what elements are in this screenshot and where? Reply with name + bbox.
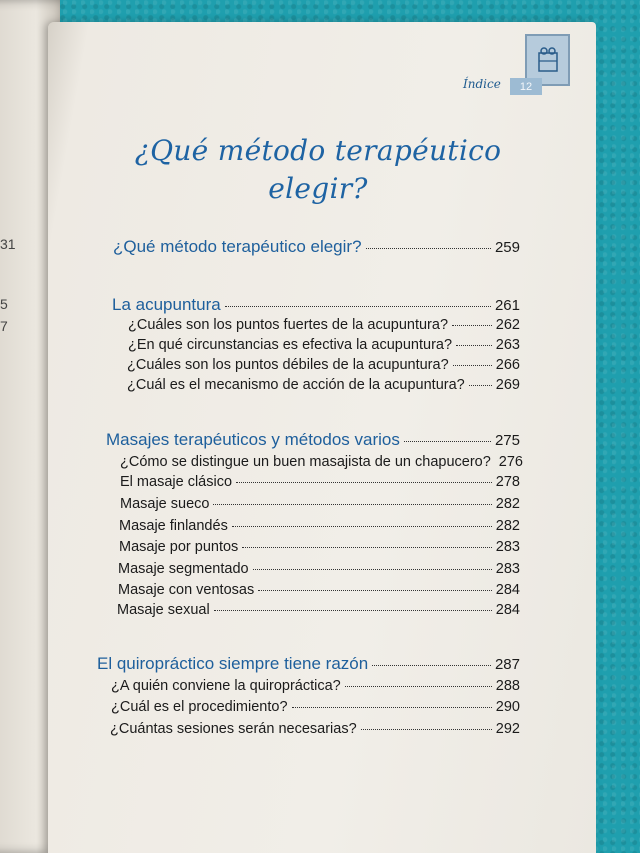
toc-entry-title: Masaje segmentado: [118, 561, 249, 577]
toc-entry-title: Masaje sexual: [117, 602, 210, 618]
toc-entry-page: 278: [495, 474, 520, 490]
toc-entry-page: 282: [495, 496, 520, 512]
toc-entry-title: ¿Qué método terapéutico elegir?: [113, 237, 362, 256]
toc-entry: [106, 430, 520, 450]
margin-number: 5: [0, 296, 8, 312]
toc-entry: [128, 337, 520, 353]
toc-entry: [120, 454, 523, 470]
toc-entry-title: ¿En qué circunstancias es efectiva la acupuntura?: [128, 337, 453, 353]
toc-entry: [128, 317, 520, 333]
dot-leader: [292, 707, 492, 708]
toc-entry-title: Masajes terapéuticos y métodos varios: [106, 430, 400, 449]
toc-entry-page: 263: [495, 337, 520, 353]
toc-entry: [118, 582, 520, 598]
toc-entry-title: La acupuntura: [112, 295, 221, 314]
toc-entry-page: 269: [495, 377, 520, 393]
toc-entry-title: ¿Cuáles son los puntos fuertes de la acupuntura?: [128, 317, 449, 333]
toc-entry-page: 262: [495, 317, 520, 333]
toc-entry-page: 290: [495, 699, 520, 715]
toc-entry-title: ¿Cuál es el mecanismo de acción de la acupuntura?: [127, 377, 465, 393]
dot-leader: [469, 385, 492, 386]
dot-leader: [452, 325, 492, 326]
toc-entry-page: 275: [494, 432, 520, 449]
toc-entry-title: El masaje clásico: [120, 474, 233, 490]
page-number: 12: [510, 78, 542, 95]
toc-entry: [117, 602, 520, 618]
dot-leader: [404, 441, 491, 442]
toc-entry: [119, 539, 520, 555]
dot-leader: [372, 665, 491, 666]
toc-entry: [118, 561, 520, 577]
toc-entry-page: 284: [495, 602, 520, 618]
toc-entry-page: 276: [498, 454, 523, 470]
toc-entry-page: 292: [495, 721, 520, 737]
toc-entry: [111, 678, 520, 694]
toc-entry: [112, 295, 520, 315]
toc-entry: [111, 699, 520, 715]
margin-number: 7: [0, 318, 8, 334]
chapter-title-line: ¿Qué método terapéutico: [134, 134, 502, 167]
dot-leader: [453, 365, 492, 366]
toc-entry-page: 283: [495, 561, 520, 577]
dot-leader: [225, 306, 491, 307]
table-of-contents: [48, 22, 596, 853]
dot-leader: [456, 345, 492, 346]
dot-leader: [232, 526, 492, 527]
toc-entry: [120, 474, 520, 490]
dot-leader: [242, 547, 492, 548]
margin-number: 31: [0, 236, 16, 252]
toc-entry-title: Masaje finlandés: [119, 518, 228, 534]
toc-entry-page: 284: [495, 582, 520, 598]
toc-entry-page: 287: [494, 656, 520, 673]
dot-leader: [213, 504, 491, 505]
book-page: [48, 22, 596, 853]
toc-entry-page: 266: [495, 357, 520, 373]
toc-entry: [110, 721, 520, 737]
toc-entry-page: 282: [495, 518, 520, 534]
toc-entry: [119, 518, 520, 534]
dot-leader: [258, 590, 492, 591]
toc-entry: [127, 377, 520, 393]
toc-entry-page: 283: [495, 539, 520, 555]
chapter-title-line: elegir?: [268, 172, 368, 205]
dot-leader: [214, 610, 492, 611]
toc-entry: [97, 654, 520, 674]
toc-entry-title: ¿A quién conviene la quiropráctica?: [111, 678, 341, 694]
toc-entry-page: 288: [495, 678, 520, 694]
toc-entry-title: ¿Cuántas sesiones serán necesarias?: [110, 721, 357, 737]
toc-entry: [120, 496, 520, 512]
toc-entry-title: Masaje por puntos: [119, 539, 239, 555]
toc-entry-title: Masaje con ventosas: [118, 582, 255, 598]
toc-entry-title: ¿Cuál es el procedimiento?: [111, 699, 288, 715]
toc-entry-title: ¿Cuáles son los puntos débiles de la acupuntura?: [127, 357, 449, 373]
toc-entry: [127, 357, 520, 373]
toc-entry: [113, 237, 520, 257]
toc-entry-title: ¿Cómo se distingue un buen masajista de un chapucero?: [120, 454, 491, 470]
toc-entry-title: Masaje sueco: [120, 496, 210, 512]
dot-leader: [366, 248, 491, 249]
toc-entry-page: 261: [494, 297, 520, 314]
dot-leader: [236, 482, 492, 483]
section-label: Índice: [463, 77, 501, 91]
dot-leader: [253, 569, 492, 570]
toc-entry-title: El quiropráctico siempre tiene razón: [97, 654, 369, 673]
dot-leader: [345, 686, 492, 687]
dot-leader: [361, 729, 492, 730]
toc-entry-page: 259: [494, 239, 520, 256]
